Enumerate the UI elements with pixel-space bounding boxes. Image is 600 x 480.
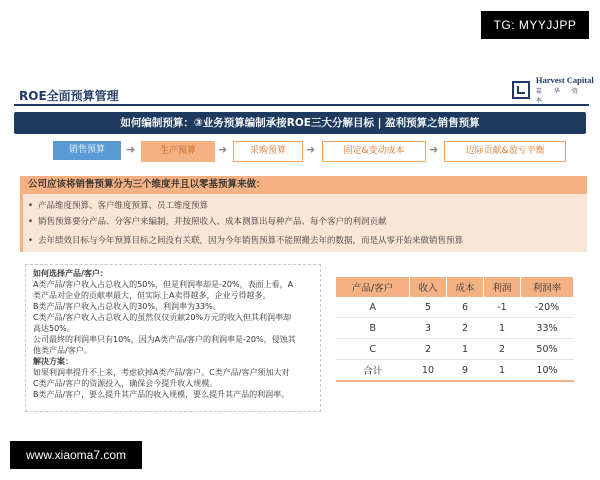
table-cell: 2 bbox=[483, 339, 520, 360]
table-cell: 33% bbox=[520, 318, 573, 339]
solution-heading: 解决方案： bbox=[33, 357, 73, 366]
flow-step-purchasing: 采购预算 bbox=[233, 141, 303, 162]
watermark-top: TG: MYYJJPP bbox=[481, 11, 589, 39]
flow-arrow-icon: ➜ bbox=[429, 143, 439, 156]
table-header: 利润率 bbox=[520, 277, 573, 297]
table-cell: 10 bbox=[409, 360, 446, 382]
principle-item: • 产品维度预算、客户维度预算、员工维度预算 bbox=[28, 201, 209, 211]
case-line: 公司最终的利润率只有10%，因为A类产品/客户的利润率是-20%，侵蚀其 bbox=[33, 335, 296, 344]
flow-step-sales: 销售预算 bbox=[53, 141, 121, 160]
table-cell: 50% bbox=[520, 339, 573, 360]
table-cell: 合计 bbox=[336, 360, 409, 382]
flow-step-cost: 固定&变动成本 bbox=[322, 141, 426, 162]
table-row bbox=[336, 318, 574, 339]
bullet-icon: • bbox=[28, 217, 34, 227]
case-line: 他类产品/客户。 bbox=[33, 346, 92, 355]
logo-icon bbox=[512, 81, 530, 99]
case-line: A类产品/客户收入占总收入的50%，但是利润率却是-20%，表面上看，A bbox=[33, 280, 294, 289]
logo-name-cn: 嘉 华 资 本 bbox=[535, 88, 583, 104]
table-cell: 1 bbox=[483, 318, 520, 339]
bullet-icon: • bbox=[28, 236, 34, 246]
table-header: 利润 bbox=[483, 277, 520, 297]
table-cell: 3 bbox=[409, 318, 446, 339]
header-rule bbox=[14, 104, 589, 106]
solution-line: C类产品/客户的资源投入，确保会今提升收入规模。 bbox=[33, 379, 218, 388]
table-cell: -20% bbox=[520, 297, 573, 318]
table-header: 产品/客户 bbox=[336, 277, 409, 297]
solution-line: B类产品/客户，要么提升其产品的收入规模，要么提升其产品的利润率。 bbox=[33, 390, 290, 399]
profit-table bbox=[336, 277, 574, 382]
case-line: 类产品对企业的贡献率最大，但实际上A卖得越多，企业亏得越多。 bbox=[33, 291, 271, 300]
table-header-row bbox=[336, 277, 574, 297]
bullet-icon: • bbox=[28, 201, 34, 211]
table-cell: 6 bbox=[446, 297, 483, 318]
table-cell: 1 bbox=[446, 339, 483, 360]
principle-item: • 去年绩效目标与今年预算目标之间没有关联，因为今年销售预算不能照搬去年的数据，而是从零开始来做销售预算 bbox=[28, 236, 464, 246]
table-row bbox=[336, 339, 574, 360]
table-cell: 9 bbox=[446, 360, 483, 382]
logo-name-en: Harvest Capital bbox=[535, 75, 594, 85]
table-cell: -1 bbox=[483, 297, 520, 318]
table-cell: A bbox=[336, 297, 409, 318]
section-banner: 如何编制预算：③业务预算编制承接ROE三大分解目标 | 盈利预算之销售预算 bbox=[14, 112, 586, 134]
table-cell: 10% bbox=[520, 360, 573, 382]
case-heading: 如何选择产品/客户： bbox=[33, 269, 108, 278]
table-header: 收入 bbox=[409, 277, 446, 297]
flow-step-production: 生产预算 bbox=[141, 141, 215, 162]
table-cell: B bbox=[336, 318, 409, 339]
case-line: B类产品/客户收入占总收入的30%，利润率为33%。 bbox=[33, 302, 221, 311]
watermark-bottom: www.xiaoma7.com bbox=[10, 441, 142, 469]
flow-arrow-icon: ➜ bbox=[126, 143, 136, 156]
table-cell: 2 bbox=[409, 339, 446, 360]
table-cell: 2 bbox=[446, 318, 483, 339]
case-line: C类产品/客户收入占总收入的虽然仅仅贡献20%万元的收入但其利润率却 bbox=[33, 313, 292, 322]
page-title: ROE全面预算管理 bbox=[19, 89, 119, 103]
principle-heading: 公司应该将销售预算分为三个维度并且以零基预算来做： bbox=[20, 176, 587, 194]
table-cell: 1 bbox=[483, 360, 520, 382]
table-cell: C bbox=[336, 339, 409, 360]
solution-line: 如果利润率提升不上来，考虑砍掉A类产品/客户。C类产品/客户须加大对 bbox=[33, 368, 290, 377]
flow-step-margin: 边际贡献&盈亏平衡 bbox=[444, 141, 566, 162]
table-header: 成本 bbox=[446, 277, 483, 297]
flow-arrow-icon: ➜ bbox=[306, 143, 316, 156]
table-row bbox=[336, 297, 574, 318]
company-logo bbox=[512, 75, 600, 104]
principle-item: • 销售预算要分产品、分客户来编制，并按照收入、成本测算出每种产品、每个客户的利润贡献 bbox=[28, 217, 387, 227]
flow-arrow-icon: ➜ bbox=[218, 143, 228, 156]
case-analysis-box bbox=[25, 264, 321, 412]
table-cell: 5 bbox=[409, 297, 446, 318]
table-total-row bbox=[336, 360, 574, 382]
case-line: 高达50%。 bbox=[33, 324, 75, 333]
